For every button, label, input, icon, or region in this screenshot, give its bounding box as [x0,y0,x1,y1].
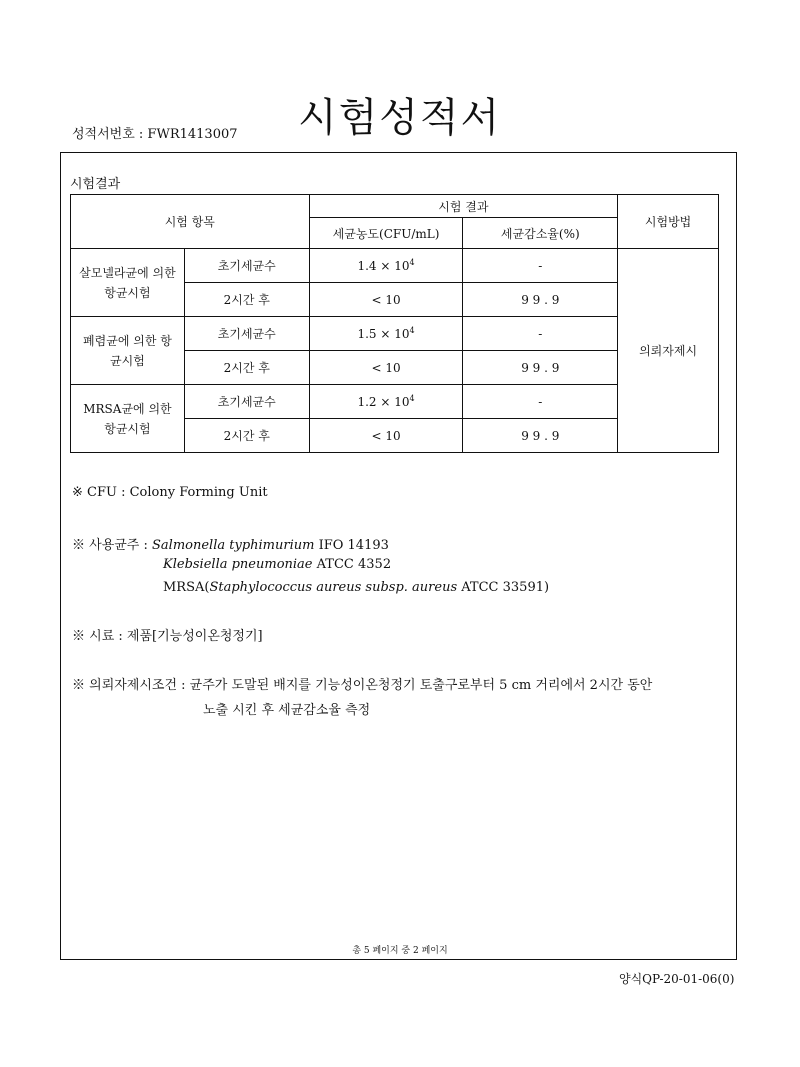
reduction-cell: - [463,249,618,283]
strain-name: Salmonella typhimurium [152,538,315,553]
condition-note-continued: 노출 시킨 후 세균감소율 측정 [203,703,371,718]
sample-note: ※ 시료 : 제품[기능성이온청정기] [72,629,263,644]
form-code: 양식QP-20-01-06(0) [619,972,735,986]
strain-line: Klebsiella pneumoniae ATCC 4352 [163,557,392,572]
reduction-cell: 9 9 . 9 [463,283,618,317]
page-counter: 총 5 페이지 중 2 페이지 [352,946,448,956]
strain-name: Staphylococcus aureus subsp. aureus [209,580,458,595]
concentration-cell: < 10 [309,419,463,453]
table-row [71,249,719,283]
header-test-result: 시험 결과 [309,195,618,218]
header-concentration: 세균농도(CFU/mL) [309,218,463,249]
stage-cell: 2시간 후 [184,283,309,317]
condition-note: ※ 의뢰자제시조건 : 균주가 도말된 배지를 기능성이온청정기 토출구로부터 5 cm 거리에서 2시간 동안 [72,678,653,693]
reduction-cell: - [463,385,618,419]
report-number: 성적서번호 : FWR1413007 [72,127,238,142]
concentration-cell: < 10 [309,351,463,385]
header-reduction-rate: 세균감소율(%) [463,218,618,249]
strain-line: MRSA(Staphylococcus aureus subsp. aureus ATCC 33591) [163,580,550,595]
stage-cell: 초기세균수 [184,385,309,419]
concentration-cell: $1.5 \times 10^4$ [309,317,463,351]
stage-cell: 초기세균수 [184,249,309,283]
results-table [70,194,719,453]
document-title: 시험성적서 [298,95,502,141]
header-test-item: 시험 항목 [71,195,310,249]
header-test-method: 시험방법 [618,195,719,249]
reduction-cell: 9 9 . 9 [463,419,618,453]
group-name: MRSA균에 의한 항균시험 [71,385,185,453]
strains-note: ※ 사용균주 : Salmonella typhimurium IFO 14193 [72,538,389,553]
strain-name: Klebsiella pneumoniae [163,557,313,572]
reduction-cell: - [463,317,618,351]
concentration-cell: < 10 [309,283,463,317]
group-name: 폐렴균에 의한 항균시험 [71,317,185,385]
cfu-note: ※ CFU : Colony Forming Unit [72,485,268,500]
concentration-cell: $1.2 \times 10^4$ [309,385,463,419]
reduction-cell: 9 9 . 9 [463,351,618,385]
stage-cell: 2시간 후 [184,351,309,385]
section-label: 시험결과 [70,177,121,192]
stage-cell: 2시간 후 [184,419,309,453]
stage-cell: 초기세균수 [184,317,309,351]
concentration-cell: $1.4 \times 10^4$ [309,249,463,283]
method-cell: 의뢰자제시 [618,249,719,453]
page-frame-left-edge [60,152,61,960]
group-name: 살모넬라균에 의한 항균시험 [71,249,185,317]
